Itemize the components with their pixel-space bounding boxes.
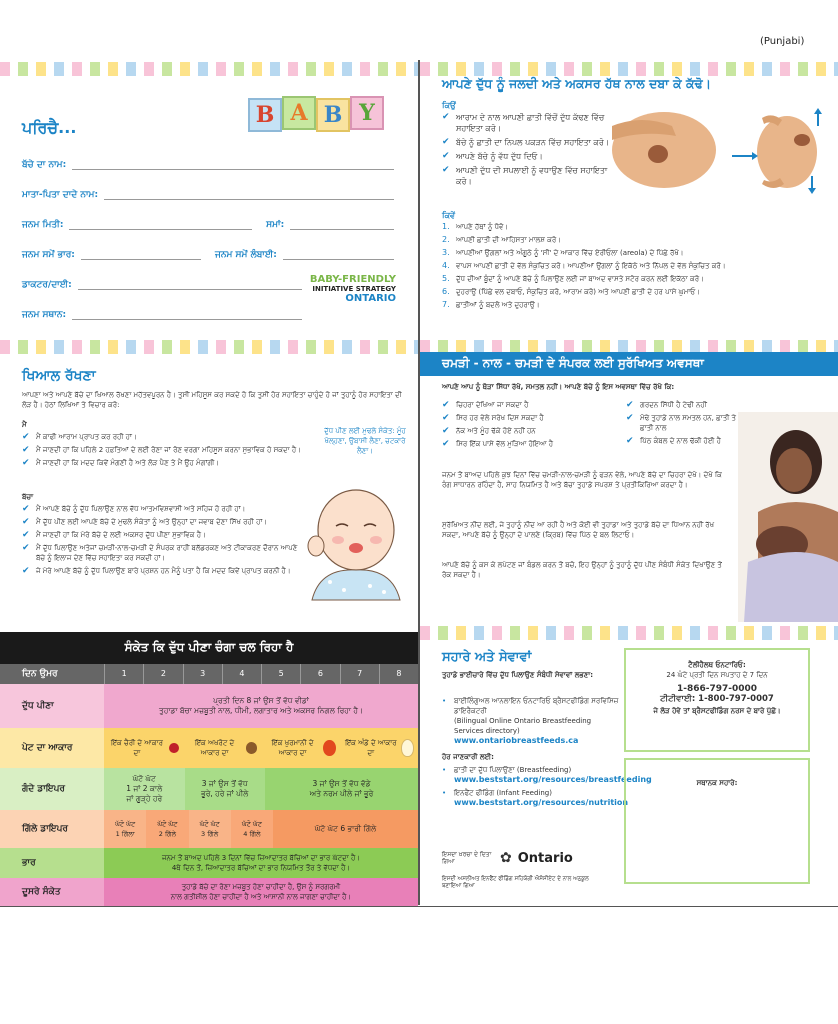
skin-check: ✔ ਪਿੱਠ ਕੰਬਲ ਦੇ ਨਾਲ ਢੱਕੀ ਹੋਈ ਹੈ [626, 436, 721, 446]
support-title: ਸਹਾਰੇ ਅਤੇ ਸੇਵਾਵਾਂ [442, 650, 532, 665]
skin-checks-left [442, 400, 622, 449]
block-a: A [282, 96, 316, 130]
me-item: ✔ ਮੈਂ ਜਾਣਦੀ ਹਾਂ ਕਿ ਮਦਦ ਕਿਵੇਂ ਮੰਗਣੀ ਹੈ ਅਤੇ ਲੋੜ ਪੈਣ ਤੇ ਮੈਂ ਉਹ ਮੰਗਾਂਗੀ। [22, 458, 220, 468]
ontario-breastfeeds-link[interactable]: www.ontariobreastfeeds.ca [454, 736, 579, 745]
birth-date-field[interactable]: ਜਨਮ ਮਿਤੀ: [22, 216, 252, 230]
baby-item: ✔ ਮੈਂ ਜਾਣਦੀ ਹਾਂ ਕਿ ਮੇਰੇ ਬੱਚੇ ਦੇ ਲਈ ਅਕਸਰ ਦੁੱਧ ਪੀਣਾ ਸੁਭਾਵਿਕ ਹੈ। [22, 530, 206, 540]
ontario-logo: ਇਸਦਾ ਖ਼ਰਚਾ ਦੇ ਦਿਤਾ ਗਿਆ ✿ Ontario [442, 850, 573, 866]
dirty-diapers-row: ਗੰਦੇ ਡਾਇਪਰ ਘੱਟੋ ਘੱਟ 1 ਜਾਂ 2 ਕਾਲੇ ਜਾਂ ਗੂੜ੍ਹੇ ਹਰੇ 3 ਜਾਂ ਉਸ ਤੋਂ ਵੱਧ ਭੂਰੇ, ਹਰੇ ਜਾਂ ਪੀਲੇ 3 ਜਾਂ ਉਸ ਤੋਂ ਵੱਧ ਵੱਡੇ ਅਤੇ ਨਰਮ ਪੀਲੇ ਜਾਂ ਭੂਰੇ [0, 768, 418, 810]
birth-time-field[interactable]: ਸਮਾਂ: [266, 216, 394, 230]
egg-icon [401, 739, 414, 757]
telehealth-ask: ਜੇ ਲੋੜ ਹੋਵੇ ਤਾਂ ਬ੍ਰੈਸਟਫੀਡਿੰਗ ਨਰਸ ਦੇ ਬਾਰੇ ਪੁੱਛੋ। [653, 707, 781, 715]
skin-para-3: ਆਪਣੇ ਬੱਚੇ ਨੂੰ ਕਸ ਕੇ ਲਪੇਟਣ ਜਾਂ ਬੰਡਲ ਕਰਨ ਤੋਂ ਬਚੋ, ਇਹ ਉਨ੍ਹਾਂ ਨੂੰ ਤੁਹਾਨੂੰ ਦੁੱਧ ਪੀਣ ਸੰਬੰਧੀ ਸੰਕੇਤ ਦਿਖਾਉਣ ਤੋਂ ਰੋਕ ਸਕਦਾ ਹੈ। [442, 561, 722, 579]
wet-diapers-row: ਗਿੱਲੇ ਡਾਇਪਰ ਘੱਟੋ ਘੱਟ 1 ਗਿੱਲਾ ਘੱਟੋ ਘੱਟ 2 ਗਿੱਲੇ ਘੱਟੋ ਘੱਟ 3 ਗਿੱਲੇ ਘੱਟੋ ਘੱਟ 4 ਗਿੱਲੇ ਘੱਟੋ ਘੱਟ 6 ਭਾਰੀ ਗਿੱਲੇ [0, 810, 418, 848]
day-6: 6 [300, 664, 339, 684]
me-item: ✔ ਮੈਂ ਕਾਫੀ ਆਰਾਮ ਪ੍ਰਾਪਤ ਕਰ ਰਹੀ ਹਾਂ। [22, 432, 137, 442]
skin-check: ✔ ਚਿਹਰਾ ਦੇਖਿਆ ਜਾ ਸਕਦਾ ਹੈ [442, 400, 529, 410]
how-step: 7. ਛਾਤੀਆਂ ਨੂੰ ਬਦਲੋ ਅਤੇ ਦੁਹਰਾਉ। [442, 300, 540, 309]
telehealth-tty[interactable]: ਟੀਟੀਵਾਈ: 1-800-797-0007 [660, 694, 774, 704]
telehealth-hours: 24 ਘੰਟੇ ਪ੍ਰਤੀ ਦਿਨ ਸਪਤਾਹ ਦੇ 7 ਦਿਨ [666, 671, 768, 679]
block-y: Y [350, 96, 384, 130]
confetti-strip-mid-left [0, 340, 418, 354]
baby-name-field[interactable]: ਬੱਚੇ ਦਾ ਨਾਮ: [22, 140, 394, 170]
day-4: 4 [222, 664, 261, 684]
baby-item: ✔ ਜੇ ਮੇਰੇ ਆਪਣੇ ਬੱਚੇ ਨੂੰ ਦੁੱਧ ਪਿਲਾਉਣ ਬਾਰੇ ਪ੍ਰਸ਼ਨ ਹਨ ਮੈਨੂੰ ਪਤਾ ਹੈ ਕਿ ਮਦਦ ਕਿਵੇਂ ਪ੍ਰਾਪਤ ਕਰਨੀ ਹੈ। [22, 566, 291, 576]
intro-title: ਪਰਿਚੈ... [22, 118, 77, 137]
support-item-directory: • ਬਾਈਲਿੰਗੁਅਲ ਆਨਲਾਇਨ ਓਨਟਾਰਿਓ ਬ੍ਰੈਸਟਫੀਡਿੰਗ ਸਰਵਿਸਿਜ਼ ਡਾਇਰੈਕਟਰੀ (Bilingual Online Ontario Breastfeeding Services directory) www.ontariobreastfeeds.ca [442, 697, 619, 745]
mother-baby-photo [738, 412, 838, 622]
baby-illustration [300, 482, 412, 602]
other-signs-row: ਦੂਸਰੇ ਸੰਕੇਤ ਤੁਹਾਡੇ ਬੱਚੇ ਦਾ ਰੋਣਾ ਮਜ਼ਬੂਤ ਹੋਣਾ ਚਾਹੀਦਾ ਹੈ, ਉਸ ਨੂੰ ਸਰਗਰਮੀ ਨਾਲ ਗਤੀਸ਼ੀਲ ਹੋਣਾ ਚਾਹੀਦਾ ਹੈ ਅਤੇ ਆਸਾਨੀ ਨਾਲ ਜਾਗਣਾ ਚਾਹੀਦਾ ਹੈ। [0, 878, 418, 906]
day-2: 2 [143, 664, 182, 684]
size-walnut: ਇੱਕ ਅਖਰੋਟ ਦੇ ਆਕਾਰ ਦਾ [194, 739, 235, 757]
day-8: 8 [379, 664, 418, 684]
language-tag: (Punjabi) [760, 36, 805, 47]
why-item: ✔ ਆਪਣੀ ਦੁੱਧ ਦੀ ਸਪਲਾਈ ਨੂੰ ਵਧਾਉਣ ਵਿੱਚ ਸਹਾਇਤਾ ਕਰੋ। [442, 165, 608, 186]
skin-checks-right [626, 400, 736, 446]
how-step: 1. ਆਪਣੇ ਹੱਥਾਂ ਨੂੰ ਧੋਵੋ। [442, 222, 509, 231]
baby-item: ✔ ਮੈਂ ਦੁੱਧ ਪਿਲਾਉਣ ਅਤੇਜਾਂ ਚਮੜੀ-ਨਾਲ-ਚਮੜੀ ਦੇ ਸੰਪਰਕ ਰਾਹੀਂ ਬਲੱਡਰਕਣ ਅਤੇ ਟੀਕਾਕਰਣ ਦੌਰਾਨ ਆਪਣੇ ਬੱਚੇ ਨੂੰ ਇਲਾਜ ਦੇਣ ਵਿੱਚ ਸਹਾਇਤਾ ਕਰ ਸਕਦੀ ਹਾਂ। [22, 543, 298, 562]
bottom-rule [0, 906, 838, 907]
day-columns [104, 664, 418, 684]
skin-check: ✔ ਮੋਢੇ ਤੁਹਾਡੇ ਨਾਲ ਸਮਤਲ ਹਨ, ਛਾਤੀ ਤੇ ਛਾਤੀ ਨਾਲ [626, 413, 737, 432]
skin-para-2: ਸੁਰੱਖਿਅਤ ਨੀਂਦ ਲਈ, ਜੇ ਤੁਹਾਨੂੰ ਨੀਂਦ ਆ ਰਹੀ ਹੈ ਅਤੇ ਕੋਈ ਵੀ ਤੁਹਾਡਾ ਅਤੇ ਤੁਹਾਡੇ ਬੱਚੇ ਦਾ ਧਿਆਨ ਨਹੀਂ ਰੱਖ ਸਕਦਾ, ਆਪਣੇ ਬੱਚੇ ਨੂੰ ਉਨ੍ਹਾਂ ਦੇ ਪਾਲਣੇ (ਕ੍ਰਿਬ) ਵਿੱਚ ਪਿੱਠ ਦੇ ਬਲ ਲਿਟਾਓ। [442, 521, 715, 539]
size-egg: ਇੱਕ ਅੰਡੇ ਦੇ ਆਕਾਰ ਦਾ [345, 739, 397, 757]
weight-row: ਭਾਰ ਜਨਮ ਤੋਂ ਬਾਅਦ ਪਹਿਲੇ 3 ਦਿਨਾਂ ਵਿੱਚ ਜ਼ਿਆਦਾਤਰ ਬੱਚਿਆਂ ਦਾ ਭਾਰ ਘੱਟਦਾ ਹੈ। 4ਥੇ ਦਿਨ ਤੋਂ, ਜ਼ਿਆਦਾਤਰ ਬੱਚਿਆਂ ਦਾ ਭਾਰ ਨਿਯਮਿਤ ਤੌਰ ਤੇ ਵੱਧਦਾ ਹੈ। [0, 848, 418, 878]
confetti-strip-top-left [0, 62, 418, 76]
confetti-strip-bottom-right [420, 626, 838, 640]
day-age-label: ਦਿਨ ਉਮਰ [22, 669, 58, 679]
how-step: 3. ਆਪਣੀਆਂ ਉਂਗਲਾਂ ਅਤੇ ਅੰਗੂਠੇ ਨੂੰ 'ਸੀ' ਦੇ ਆਕਾਰ ਵਿੱਚ ਏਰੀਓਲਾ (areola) ਦੇ ਪਿੱਛੇ ਰੱਖੋ। [442, 248, 684, 257]
parents-name-field[interactable]: ਮਾਤਾ-ਪਿਤਾ ਦਾਦੇ ਨਾਮ: [22, 170, 394, 200]
day-5: 5 [261, 664, 300, 684]
support-item-infant-feeding: • ਇਨਫੈਂਟ ਫੀਡਿੰਗ (Infant Feeding) www.beststart.org/resources/nutrition [442, 789, 629, 807]
apricot-icon [323, 740, 335, 756]
hand-express-panel [420, 76, 838, 334]
hand-express-title: ਆਪਣੇ ਦੁੱਧ ਨੂੰ ਜਲਦੀ ਅਤੇ ਅਕਸਰ ਹੱਥ ਨਾਲ ਦਬਾ ਕੇ ਕੱਢੋ। [442, 76, 712, 91]
me-item: ✔ ਮੈਂ ਜਾਣਦੀ ਹਾਂ ਕਿ ਪਹਿਲੇ 2 ਹਫ਼ਤਿਆਂ ਦੇ ਲਈ ਰੋਣਾ ਜਾਂ ਰੋਣ ਵਰਗਾ ਮਹਿਸੂਸ ਕਰਨਾ ਸੁਭਾਵਿਕ ਹੋ ਸਕਦਾ ਹੈ। [22, 445, 301, 455]
stomach-sizes [104, 728, 418, 768]
signs-panel [0, 632, 418, 906]
birth-place-field[interactable]: ਜਨਮ ਸਥਾਨ: [22, 290, 302, 320]
why-label: ਕਿਉਂ [442, 101, 456, 110]
confetti-strip-top-right [420, 62, 838, 76]
support-list [442, 696, 652, 808]
how-step: 6. ਦੁਹਰਾਉ (ਪਿੱਛੇ ਵਲ ਦਬਾਓ, ਸੰਕੁਚਿਤ ਕਰੋ, ਆਰਾਮ ਕਰੋ) ਅਤੇ ਆਪਣੀ ਛਾਤੀ ਦੇ ਹਰ ਪਾਸੇ ਘੁਮਾਓ। [442, 287, 701, 296]
stomach-size-row: ਪੇਟ ਦਾ ਆਕਾਰ ਇੱਕ ਚੈਰੀ ਦੇ ਆਕਾਰ ਦਾ ਇੱਕ ਅਖਰੋਟ ਦੇ ਆਕਾਰ ਦਾ ਇੱਕ ਖੁਰਮਾਨੀ ਦੇ ਆਕਾਰ ਦਾ ਇੱਕ ਅੰਡੇ ਦੇ ਆਕਾਰ ਦਾ [0, 728, 418, 768]
how-list [442, 222, 832, 310]
telehealth-title: ਟੈਲੀਹੈਲਥ ਓਨਟਾਰਿਓ: [688, 661, 746, 669]
local-support-title: ਸਥਾਨਕ ਸਹਾਰੇ: [696, 779, 738, 787]
ontario-trillium-icon: ✿ [500, 850, 512, 866]
birth-length-field[interactable]: ਜਨਮ ਸਮੇਂ ਲੰਬਾਈ: [215, 246, 394, 260]
block-b1: B [248, 98, 282, 132]
why-item: ✔ ਆਰਾਮ ਦੇ ਨਾਲ ਆਪਣੀ ਛਾਤੀ ਵਿੱਚੋਂ ਦੁੱਧ ਕੱਢਣ ਵਿੱਚ ਸਹਾਇਤਾ ਕਰੋ। [442, 112, 605, 133]
size-apricot: ਇੱਕ ਖੁਰਮਾਨੀ ਦੇ ਆਕਾਰ ਦਾ [271, 739, 314, 757]
block-b2: B [316, 98, 350, 132]
skin-intro: ਆਪਣੇ ਆਪ ਨੂੰ ਥੋੜਾ ਸਿੱਧਾ ਰੱਖੋ, ਸਮਤਲ ਨਹੀਂ। ਆਪਣੇ ਬੱਚੇ ਨੂੰ ਇਸ ਅਵਸਥਾ ਵਿੱਚ ਰੱਖੋ ਕਿ: [442, 383, 675, 391]
care-title: ਖਿਆਲ ਰੱਖਣਾ [22, 368, 96, 384]
baby-blocks-image [248, 92, 388, 136]
baby-list [22, 504, 302, 576]
support-panel [420, 644, 838, 906]
skin-para-1: ਜਨਮ ਤੋਂ ਬਾਅਦ ਪਹਿਲੇ ਕੁਝ ਦਿਨਾਂ ਵਿੱਚ ਚਮੜੀ-ਨਾਲ-ਚਮੜੀ ਨੂੰ ਫੜਨ ਵੇਲੇ, ਆਪਣੇ ਬੱਚੇ ਦਾ ਚਿਹਰਾ ਦੇਖੋ। ਦੇਖੋ ਕਿ ਰੰਗ ਸਾਧਾਰਨ ਰਹਿੰਦਾ ਹੈ, ਸਾਹ ਨਿਯਮਿਤ ਹੈ ਅਤੇ ਬੱਚਾ ਤੁਹਾਡੇ ਸਪਰਸ਼ ਤੇ ਪ੍ਰਤੀਕਿਰਿਆ ਕਰਦਾ ਹੈ। [442, 471, 722, 489]
why-item: ✔ ਬੱਚੇ ਨੂੰ ਛਾਤੀ ਦਾ ਨਿਪਲ ਪਕੜਨ ਵਿੱਚ ਸਹਾਇਤਾ ਕਰੋ। [442, 137, 610, 147]
telehealth-phone[interactable]: 1-866-797-0000 [676, 684, 758, 694]
intro-panel [0, 78, 418, 333]
birth-weight-field[interactable]: ਜਨਮ ਸਮੇਂ ਭਾਰ: [22, 246, 201, 260]
how-label: ਕਿਵੇਂ [442, 211, 456, 220]
skin-check: ✔ ਸਿਰ ਇੱਕ ਪਾਸੇ ਵੱਲ ਮੁੜਿਆ ਹੋਇਆ ਹੈ [442, 439, 554, 449]
care-intro: ਆਪਣਾ ਅਤੇ ਆਪਣੇ ਬੱਚੇ ਦਾ ਖਿਆਲ ਰੱਖਣਾ ਮਹੱਤਵਪੂਰਨ ਹੈ। ਤੁਸੀਂ ਮਹਿਸੂਸ ਕਰ ਸਕਦੇ ਹੋ ਕਿ ਤੁਸੀਂ ਹੋਰ ਸਹਾਇਤਾ ਚਾਹੁੰਦੇ ਹੋ ਜਾਂ ਤੁਹਾਨੂੰ ਹੋਰ ਸਹਾਇਤਾ ਦੀ ਲੋੜ ਹੈ। ਹੇਠਾਂ ਲਿਖਿਆਂ ਤੇ ਵਿਚਾਰ ਕਰੋ: [22, 391, 402, 409]
hand-expression-illustration [612, 106, 828, 196]
day-header-row [0, 664, 418, 684]
support-footnote: ਇਸਦੀ ਅਸਲੀਅਤ ਇਨਫੈਂਟ ਫੀਡਿੰਗ ਸਹਿਯੋਗੀ ਐਸੋਸੀਏਟ ਦੇ ਨਾਲ ਅਨੁਕੂਲ ਬਣਾਇਆ ਗਿਆ [442, 876, 589, 889]
support-item-breastfeeding: • ਛਾਤੀ ਦਾ ਦੁੱਧ ਪਿਲਾਉਣਾ (Breastfeeding) www.beststart.org/resources/breastfeeding [442, 766, 652, 784]
telehealth-box [624, 648, 810, 752]
day-7: 7 [340, 664, 379, 684]
skin-check: ✔ ਨੱਕ ਅਤੇ ਮੂੰਹ ਢੱਕੇ ਹੋਏ ਨਹੀਂ ਹਨ [442, 426, 536, 436]
local-support-box[interactable] [624, 758, 810, 884]
how-step: 4. ਵਾਪਸ ਆਪਣੀ ਛਾਤੀ ਦੇ ਵੱਲ ਸੰਕੁਚਿਤ ਕਰੋ। ਆਪਣੀਆਂ ਉਂਗਲਾਂ ਨੂੰ ਇਕੱਠੇ ਅਤੇ ਨਿੱਪਲ ਦੇ ਵੱਲ ਸੰਕੁਚਿਤ ਕਰੋ। [442, 261, 726, 270]
more-info-label: ਹੋਰ ਜਾਣਕਾਰੀ ਲਈ: [442, 753, 494, 761]
day-3: 3 [183, 664, 222, 684]
skin-check: ✔ ਗਰਦਨ ਸਿੱਧੀ ਹੈ ਟੇਢੀ ਨਹੀਂ [626, 400, 707, 410]
how-step: 5. ਦੁੱਧ ਦੀਆਂ ਬੂੰਦਾਂ ਨੂੰ ਆਪਣੇ ਬੱਚੇ ਨੂੰ ਪਿਲਾਉਣ ਲਈ ਜਾਂ ਬਾਅਦ ਵਾਸਤੇ ਸਟੋਰ ਕਰਨ ਲਈ ਇਕੱਠਾ ਕਰੋ। [442, 274, 704, 283]
feeding-row: ਦੁੱਧ ਪੀਣਾ ਪ੍ਰਤੀ ਦਿਨ 8 ਜਾਂ ਉਸ ਤੋਂ ਵੱਧ ਵੀਡਾਂ ਤੁਹਾਡਾ ਬੱਚਾ ਮਜ਼ਬੂਤੀ ਨਾਲ, ਧੀਮੀ, ਲਗਾਤਾਰ ਅਤੇ ਅਕਸਰ ਨਿਗਲ ਰਿਹਾ ਹੈ। [0, 684, 418, 728]
panel-divider [418, 60, 420, 905]
signs-title: ਸੰਕੇਤ ਕਿ ਦੁੱਧ ਪੀਣਾ ਚੰਗਾ ਚਲ ਰਿਹਾ ਹੈ [124, 640, 294, 654]
day-1: 1 [104, 664, 143, 684]
why-item: ✔ ਆਪਣੇ ਬੱਚੇ ਨੂੰ ਵੱਧ ਦੁੱਧ ਦਿਓ। [442, 151, 543, 161]
walnut-icon [246, 742, 257, 754]
care-panel [0, 362, 418, 632]
baby-item: ✔ ਮੈਂ ਦੁੱਧ ਪੀਣ ਲਈ ਆਪਣੇ ਬੱਚੇ ਦੇ ਮੁਢਲੇ ਸੰਕੇਤਾਂ ਨੂੰ ਅਤੇ ਉਨ੍ਹਾਂ ਦਾ ਜਵਾਬ ਦੇਣਾ ਸਿੱਖ ਰਹੀ ਹਾਂ। [22, 517, 268, 527]
doctor-field[interactable]: ਡਾਕਟਰ/ਦਾਈ: [22, 260, 302, 290]
beststart-breastfeeding-link[interactable]: www.beststart.org/resources/breastfeeding [454, 775, 652, 784]
why-list [442, 112, 614, 187]
me-list [22, 432, 312, 468]
bfi-logo: BABY-FRIENDLY INITIATIVE STRATEGY ONTARIO [309, 274, 396, 304]
baby-item: ✔ ਮੈਂ ਆਪਣੇ ਬੱਚੇ ਨੂੰ ਦੁੱਧ ਪਿਲਾਉਣ ਨਾਲ ਵੱਧ ਆਤਮਵਿਸ਼ਵਾਸੀ ਅਤੇ ਸਹਿਜ ਹੋ ਰਹੀ ਹਾਂ। [22, 504, 246, 514]
baby-label: ਬੱਚਾ [22, 493, 34, 501]
skin-title: ਚਮੜੀ - ਨਾਲ - ਚਮੜੀ ਦੇ ਸੰਪਰਕ ਲਈ ਸੁਰੱਖਿਅਤ ਅਵਸਥਾ [442, 356, 704, 370]
me-label: ਮੈਂ [22, 421, 27, 429]
beststart-nutrition-link[interactable]: www.beststart.org/resources/nutrition [454, 798, 629, 807]
skin-to-skin-panel [420, 352, 838, 622]
cues-note: ਦੁੱਧ ਪੀਣ ਲਈ ਮੁਢਲੇ ਸੰਕੇਤ: ਮੂੰਹ ਖੋਲ੍ਹਣਾ, ਉਬਾਸੀ ਲੈਣਾ, ਚਟਕਾਰੇ ਲੈਣਾ। [324, 427, 406, 455]
size-cherry: ਇੱਕ ਚੈਰੀ ਦੇ ਆਕਾਰ ਦਾ [110, 739, 164, 757]
skin-check: ✔ ਸਿਰ ਹਰ ਵੇਲੇ ਸਰੇਖ ਦਿਸ ਸਕਦਾ ਹੈ [442, 413, 544, 423]
support-intro: ਤੁਹਾਡੇ ਭਾਈਚਾਰੇ ਵਿੱਚ ਦੁੱਧ ਪਿਲਾਉਣ ਸੰਬੰਧੀ ਸੇਵਾਵਾਂ ਲਭਣਾ: [442, 671, 594, 679]
how-step: 2. ਆਪਣੀ ਛਾਤੀ ਦੀ ਆਹਿਸਤਾ ਮਾਲਸ਼ ਕਰੋ। [442, 235, 561, 244]
cherry-icon [169, 743, 179, 753]
